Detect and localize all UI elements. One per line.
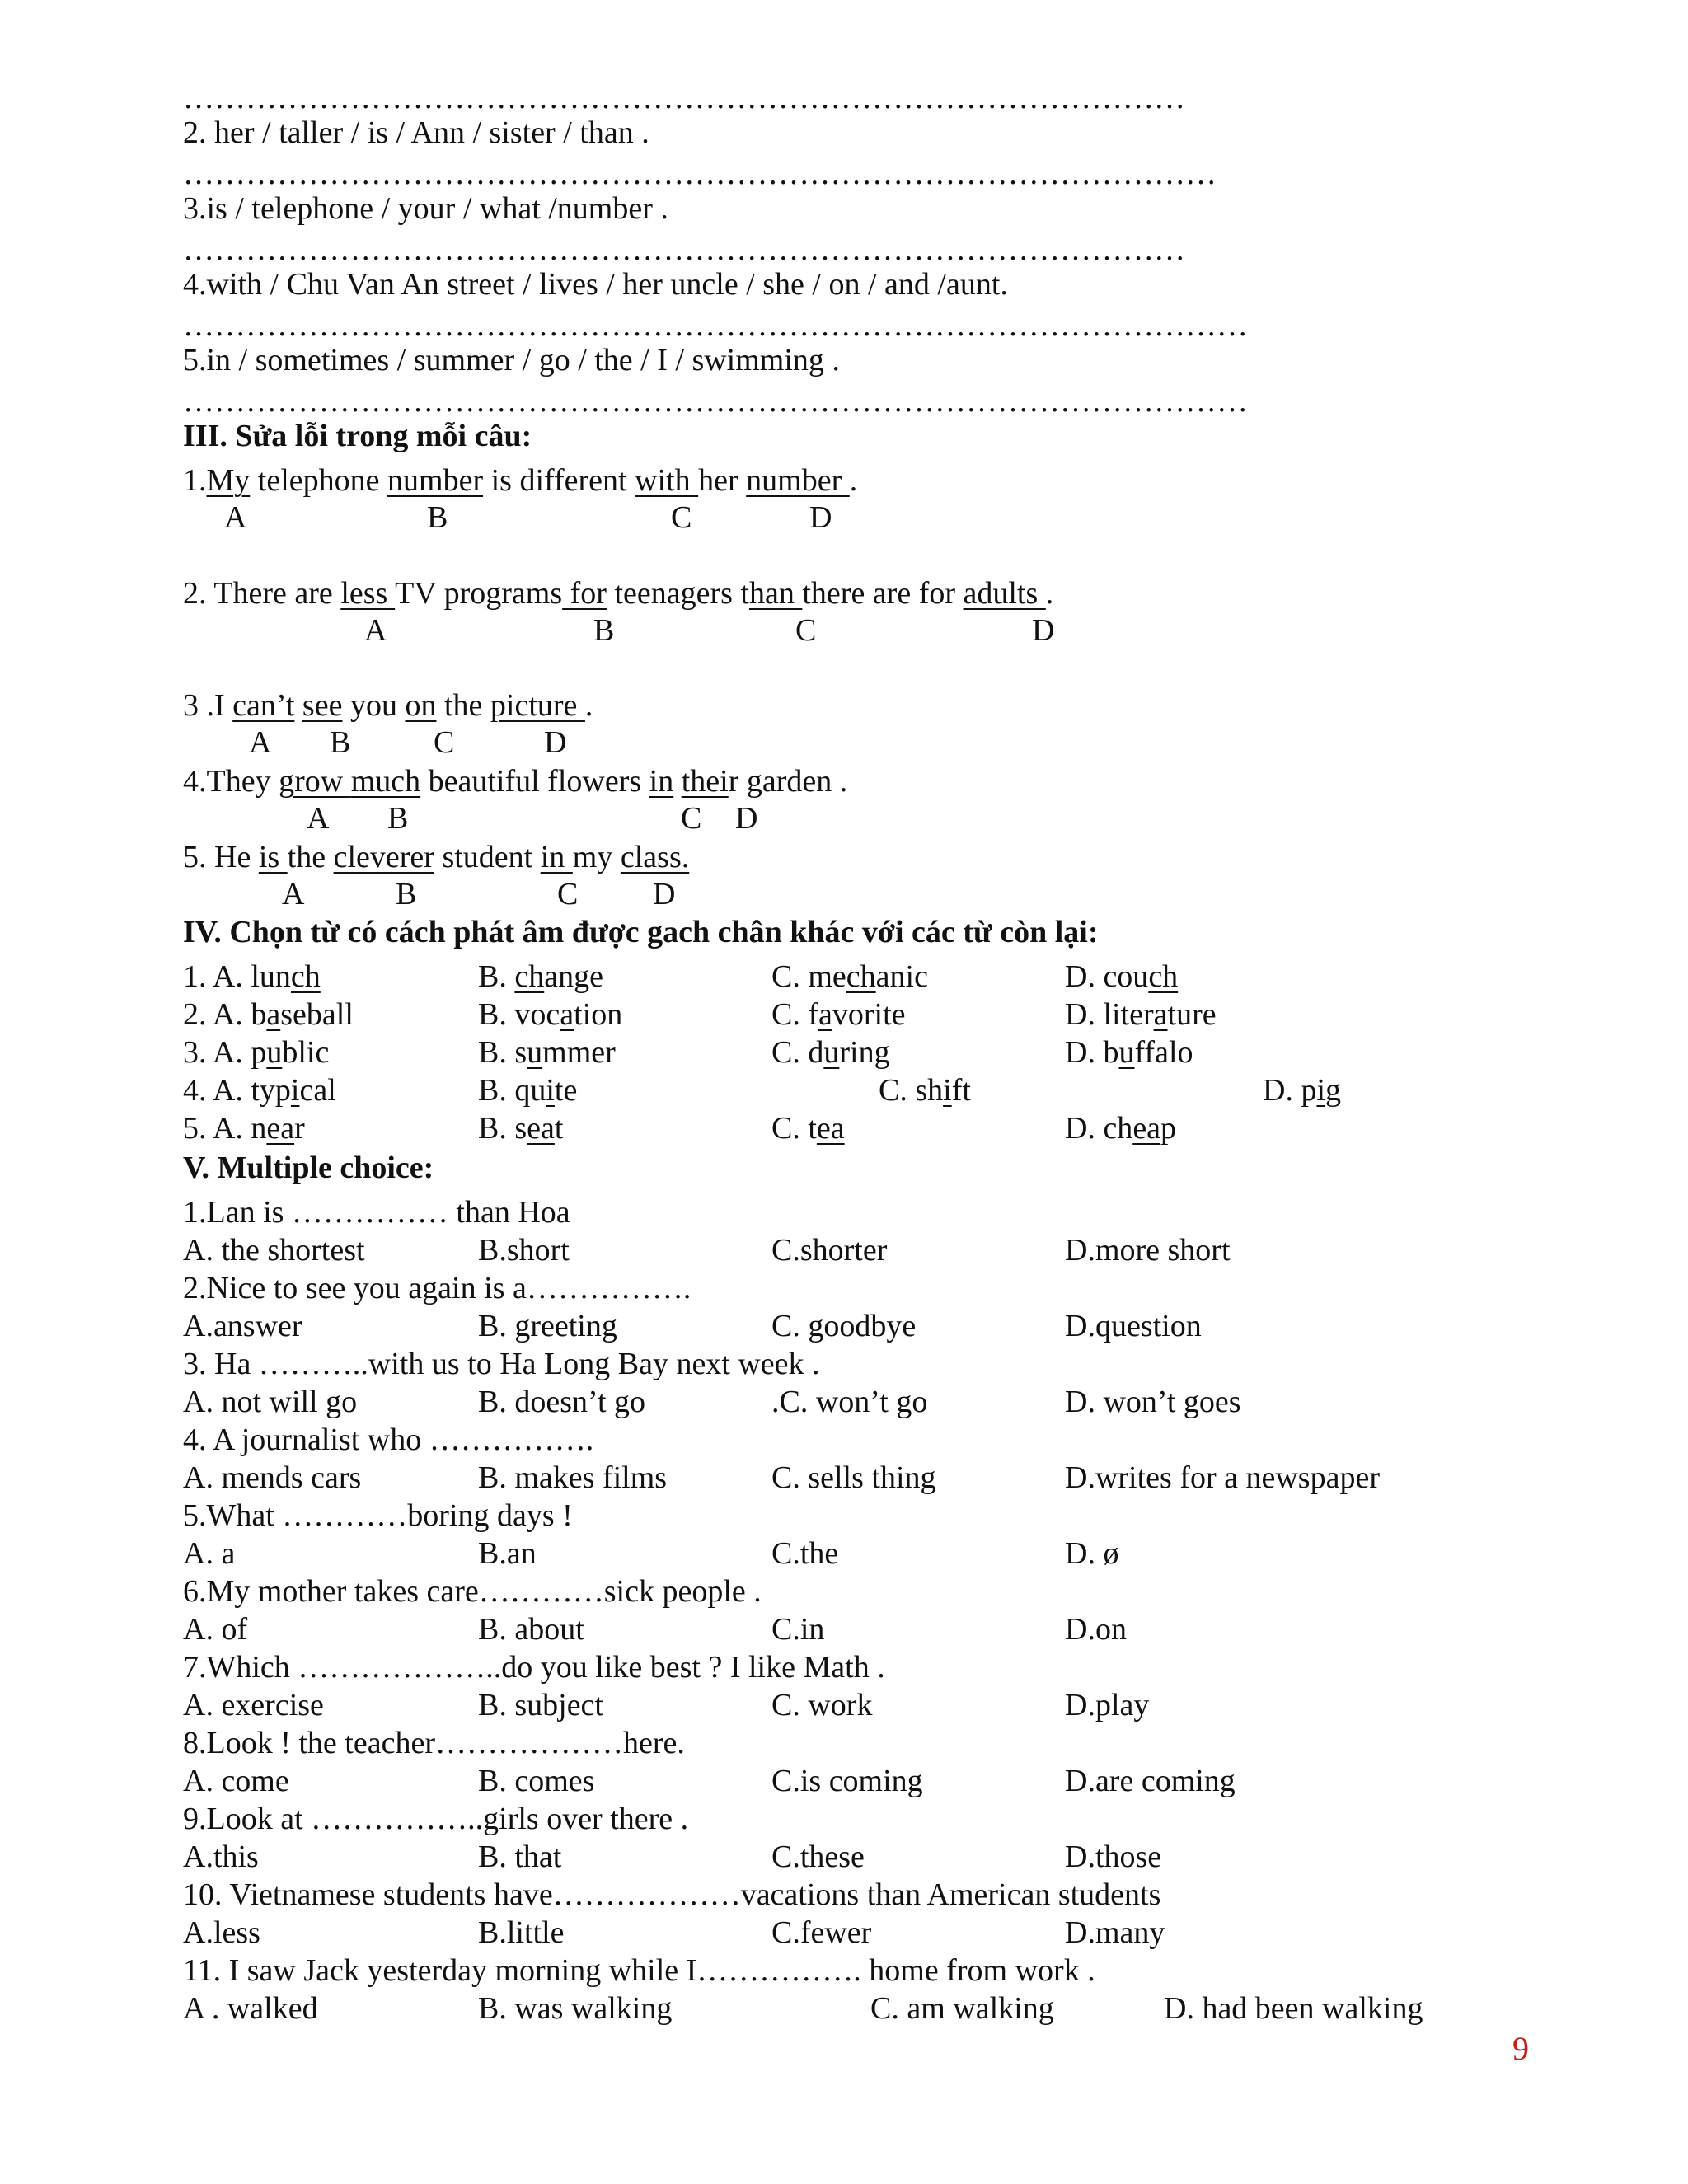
underlined-letters: ea: [1132, 1111, 1161, 1146]
mc-option[interactable]: C.in: [771, 1612, 825, 1647]
mc-question: 4. A journalist who …………….: [183, 1422, 594, 1457]
section-heading: V. Multiple choice:: [183, 1151, 434, 1185]
underlined-letters: a: [266, 997, 281, 1032]
sentence-part: .: [849, 463, 858, 498]
mc-option[interactable]: C. goodbye: [771, 1309, 917, 1343]
underlined-part: han: [748, 576, 803, 611]
option-letter: B: [330, 725, 351, 760]
word-part: tion: [574, 997, 623, 1032]
word-part: 2. A. b: [183, 997, 267, 1032]
word-part: p: [1160, 1111, 1177, 1146]
mc-question: 10. Vietnamese students have………………vacations than American students: [183, 1877, 1161, 1912]
word-part: D. p: [1263, 1073, 1317, 1108]
underlined-part: class.: [620, 840, 690, 874]
pronunciation-option: [1065, 1109, 1176, 1147]
question-text: 3.is / telephone / your / what /number .: [183, 191, 668, 226]
word-part: t: [554, 1111, 564, 1146]
word-part: B. s: [478, 1035, 528, 1070]
option-letter: C: [681, 801, 702, 836]
mc-option[interactable]: B.short: [478, 1233, 570, 1268]
word-part: D. cou: [1065, 959, 1149, 994]
pronunciation-option: [1065, 958, 1178, 996]
option-letter: B: [387, 801, 409, 836]
mc-option[interactable]: C. am walking: [870, 1991, 1054, 2026]
sentence-part: 3 .I: [183, 688, 233, 723]
underlined-part: can’t: [232, 688, 295, 723]
underlined-letters: ch: [514, 959, 545, 994]
mc-question: 2.Nice to see you again is a…………….: [183, 1271, 692, 1305]
mc-option[interactable]: C.fewer: [771, 1915, 872, 1950]
underlined-letters: i: [1316, 1073, 1326, 1108]
sentence-part: student: [434, 840, 541, 874]
pronunciation-option: [771, 996, 906, 1033]
underlined-part: much: [350, 764, 421, 799]
underlined-letters: a: [1153, 997, 1168, 1032]
word-part: ring: [839, 1035, 890, 1070]
option-letter: D: [1032, 613, 1055, 648]
word-part: mmer: [542, 1035, 616, 1070]
word-part: g: [1325, 1073, 1342, 1108]
underlined-letters: ch: [290, 959, 321, 994]
mc-option[interactable]: D.are coming: [1065, 1764, 1236, 1798]
mc-option[interactable]: D. ø: [1065, 1536, 1119, 1571]
sentence-part: .: [1045, 576, 1054, 611]
mc-option[interactable]: A. of: [183, 1612, 248, 1647]
page-number: 9: [1512, 2030, 1529, 2067]
underlined-part: see: [302, 688, 343, 723]
answer-line: ……………………………………………………………………………………: [183, 232, 1185, 267]
pronunciation-option: [1065, 1033, 1193, 1071]
sentence-part: r garden .: [728, 764, 848, 799]
option-letter: A: [249, 725, 272, 760]
underlined-part: grow: [279, 764, 351, 799]
error-sentence-4: [183, 762, 847, 800]
mc-option[interactable]: D.question: [1065, 1309, 1202, 1343]
mc-option[interactable]: A. exercise: [183, 1688, 324, 1722]
mc-question: 6.My mother takes care…………sick people .: [183, 1574, 762, 1609]
pronunciation-option: [478, 996, 622, 1033]
pronunciation-option: [1263, 1071, 1341, 1109]
mc-option[interactable]: B. makes films: [478, 1460, 668, 1495]
mc-option[interactable]: D. won’t goes: [1065, 1385, 1241, 1419]
option-letter: C: [557, 877, 579, 912]
mc-option[interactable]: B. doesn’t go: [478, 1385, 646, 1419]
word-part: blic: [282, 1035, 330, 1070]
underlined-part: for: [562, 576, 607, 611]
pronunciation-option: [183, 1033, 329, 1071]
option-letter: C: [671, 500, 692, 535]
mc-question: 8.Look ! the teacher………………here.: [183, 1726, 685, 1760]
mc-option[interactable]: A.this: [183, 1840, 259, 1874]
mc-option[interactable]: C.these: [771, 1840, 865, 1874]
underlined-letters: i: [290, 1073, 300, 1108]
sentence-part: there are for: [802, 576, 964, 611]
mc-option[interactable]: B. was walking: [478, 1991, 673, 2026]
sentence-part: [294, 688, 302, 723]
word-part: B. voc: [478, 997, 560, 1032]
mc-option[interactable]: C.the: [771, 1536, 839, 1571]
option-letter: A: [282, 877, 305, 912]
word-part: te: [554, 1073, 578, 1108]
sentence-part: [673, 764, 682, 799]
mc-option[interactable]: C. work: [771, 1688, 873, 1722]
pronunciation-option: [183, 1109, 305, 1147]
underlined-part: number: [746, 463, 850, 498]
underlined-part: picture: [490, 688, 585, 723]
sentence-part: you: [342, 688, 406, 723]
mc-option[interactable]: B. comes: [478, 1764, 595, 1798]
mc-option[interactable]: A.less: [183, 1915, 260, 1950]
pronunciation-option: [771, 958, 928, 996]
underlined-letters: ch: [846, 959, 876, 994]
underlined-letters: ea: [816, 1111, 845, 1146]
pronunciation-option: [771, 1033, 890, 1071]
mc-question: 11. I saw Jack yesterday morning while I……………. home from work .: [183, 1953, 1095, 1988]
question-text: 5.in / sometimes / summer / go / the / I / swimming .: [183, 343, 840, 377]
word-part: C. t: [771, 1111, 817, 1146]
word-part: B. qu: [478, 1073, 546, 1108]
word-part: 4. A. typ: [183, 1073, 291, 1108]
mc-option[interactable]: C.shorter: [771, 1233, 888, 1268]
underlined-part: My: [206, 463, 251, 498]
underlined-letters: a: [560, 997, 574, 1032]
option-letter: C: [795, 613, 817, 648]
sentence-part: the: [436, 688, 490, 723]
word-part: C. me: [771, 959, 846, 994]
mc-question: 3. Ha ………..with us to Ha Long Bay next week .: [183, 1347, 820, 1381]
word-part: seball: [280, 997, 354, 1032]
mc-option[interactable]: D.play: [1065, 1688, 1150, 1722]
sentence-part: 2. There are: [183, 576, 341, 611]
error-sentence-2: [183, 574, 1053, 612]
answer-line: …………………………………………………………………………………………: [183, 384, 1248, 419]
pronunciation-option: [1065, 996, 1217, 1033]
sentence-part: the: [287, 840, 334, 874]
word-part: D. b: [1065, 1035, 1119, 1070]
option-letter: A: [364, 613, 387, 648]
word-part: D. ch: [1065, 1111, 1133, 1146]
word-part: ft: [951, 1073, 971, 1108]
underlined-letters: ea: [527, 1111, 555, 1146]
section-heading: IV. Chọn từ có cách phát âm được gach chân khác với các từ còn lại:: [183, 915, 1099, 949]
sentence-part: her: [698, 463, 747, 498]
mc-option[interactable]: .C. won’t go: [771, 1385, 928, 1419]
pronunciation-option: [478, 1071, 577, 1109]
option-letter: D: [809, 500, 832, 535]
underlined-letters: a: [818, 997, 832, 1032]
word-part: C. sh: [879, 1073, 944, 1108]
underlined-part: on: [405, 688, 437, 723]
option-letter: B: [593, 613, 615, 648]
mc-option[interactable]: A. not will go: [183, 1385, 358, 1419]
option-letter: B: [396, 877, 417, 912]
mc-question: 7.Which ………………..do you like best ? I like Math .: [183, 1650, 885, 1685]
option-letter: B: [427, 500, 448, 535]
word-part: B.: [478, 959, 515, 994]
mc-option[interactable]: D.those: [1065, 1840, 1162, 1874]
sentence-part: telephone: [250, 463, 388, 498]
word-part: 5. A. n: [183, 1111, 267, 1146]
mc-option[interactable]: A. a: [183, 1536, 236, 1571]
word-part: C. d: [771, 1035, 824, 1070]
sentence-part: 5. He: [183, 840, 259, 874]
mc-option[interactable]: A.answer: [183, 1309, 302, 1343]
underlined-letters: ea: [266, 1111, 295, 1146]
mc-question: 1.Lan is …………… than Hoa: [183, 1195, 570, 1230]
mc-option[interactable]: A. mends cars: [183, 1460, 362, 1495]
pronunciation-option: [478, 1109, 563, 1147]
word-part: 3. A. p: [183, 1035, 267, 1070]
underlined-letters: u: [527, 1035, 543, 1070]
error-sentence-1: [183, 462, 857, 499]
underlined-letters: ch: [1148, 959, 1179, 994]
word-part: anic: [875, 959, 928, 994]
mc-option[interactable]: A . walked: [183, 1991, 318, 2026]
mc-option[interactable]: D.many: [1065, 1915, 1165, 1950]
underlined-letters: i: [943, 1073, 952, 1108]
mc-option[interactable]: B. greeting: [478, 1309, 617, 1343]
section-heading: III. Sửa lỗi trong mỗi câu:: [183, 419, 532, 453]
mc-question: 5.What …………boring days !: [183, 1498, 573, 1533]
underlined-letters: i: [546, 1073, 555, 1108]
sentence-part: TV programs: [395, 576, 563, 611]
underlined-letters: u: [1118, 1035, 1135, 1070]
mc-option[interactable]: C.is coming: [771, 1764, 923, 1798]
option-letter: D: [544, 725, 567, 760]
sentence-part: is different: [483, 463, 635, 498]
word-part: ture: [1167, 997, 1217, 1032]
pronunciation-option: [183, 1071, 336, 1109]
mc-option[interactable]: D.writes for a newspaper: [1065, 1460, 1380, 1495]
mc-option[interactable]: B. that: [478, 1840, 562, 1874]
word-part: D. liter: [1065, 997, 1154, 1032]
sentence-part: 1.: [183, 463, 207, 498]
option-letter: D: [653, 877, 676, 912]
mc-option[interactable]: B. about: [478, 1612, 584, 1647]
answer-line: ………………………………………………………………………………………: [183, 157, 1217, 191]
underlined-part: with: [635, 463, 699, 498]
word-part: cal: [299, 1073, 336, 1108]
underlined-letters: u: [266, 1035, 283, 1070]
underlined-part: less: [340, 576, 396, 611]
pronunciation-option: [879, 1071, 971, 1109]
word-part: vorite: [832, 997, 906, 1032]
underlined-part: cleverer: [333, 840, 434, 874]
underlined-part: adults: [963, 576, 1046, 611]
word-part: B. s: [478, 1111, 528, 1146]
sentence-part: my: [572, 840, 621, 874]
mc-question: 9.Look at ……………..girls over there .: [183, 1802, 689, 1836]
sentence-part: beautiful flowers: [420, 764, 649, 799]
underlined-part: in: [649, 764, 674, 799]
word-part: C. f: [771, 997, 818, 1032]
question-text: 2. her / taller / is / Ann / sister / than .: [183, 115, 649, 150]
sentence-part: .: [584, 688, 593, 723]
underlined-part: thei: [681, 764, 729, 799]
mc-option[interactable]: B.an: [478, 1536, 537, 1571]
answer-line: ……………………………………………………………………………………: [183, 81, 1185, 115]
mc-option[interactable]: A. the shortest: [183, 1233, 365, 1268]
mc-option[interactable]: B. subject: [478, 1688, 603, 1722]
underlined-part: is: [258, 840, 288, 874]
question-text: 4.with / Chu Van An street / lives / her uncle / she / on / and /aunt.: [183, 267, 1008, 302]
pronunciation-option: [478, 1033, 616, 1071]
error-sentence-3: [183, 687, 593, 724]
pronunciation-option: [478, 958, 603, 996]
underlined-part: number: [387, 463, 484, 498]
option-letter: D: [735, 801, 758, 836]
word-part: ange: [544, 959, 603, 994]
mc-option[interactable]: D. had been walking: [1164, 1991, 1423, 2026]
option-letter: A: [307, 801, 330, 836]
sentence-part: teenagers t: [606, 576, 749, 611]
mc-option[interactable]: A. come: [183, 1764, 289, 1798]
option-letter: A: [224, 500, 247, 535]
mc-option[interactable]: B.little: [478, 1915, 565, 1950]
option-letter: C: [434, 725, 455, 760]
underlined-letters: u: [823, 1035, 840, 1070]
word-part: r: [294, 1111, 305, 1146]
answer-line: …………………………………………………………………………………………: [183, 308, 1248, 343]
pronunciation-option: [183, 958, 321, 996]
mc-option[interactable]: C. sells thing: [771, 1460, 936, 1495]
mc-option[interactable]: D.more short: [1065, 1233, 1231, 1268]
word-part: ffalo: [1134, 1035, 1193, 1070]
sentence-part: 4.They: [183, 764, 279, 799]
pronunciation-option: [183, 996, 354, 1033]
word-part: 1. A. lun: [183, 959, 291, 994]
pronunciation-option: [771, 1109, 845, 1147]
mc-option[interactable]: D.on: [1065, 1612, 1127, 1647]
error-sentence-5: [183, 838, 689, 876]
underlined-part: in: [540, 840, 573, 874]
